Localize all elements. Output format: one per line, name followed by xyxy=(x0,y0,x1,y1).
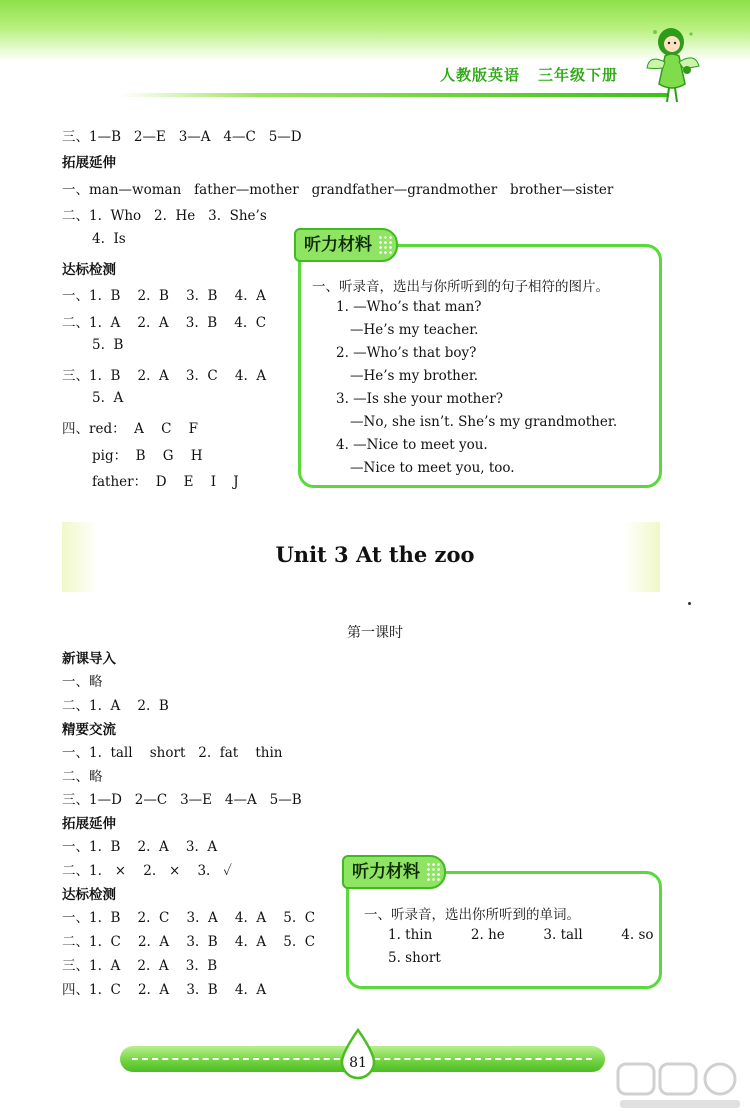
listening-line: —Nice to meet you, too. xyxy=(350,460,515,476)
answer-line: pig： B G H xyxy=(92,448,203,464)
header-rule xyxy=(120,93,668,97)
header-grade: 三年级下册 xyxy=(538,66,619,84)
answer-line: 5. A xyxy=(92,390,124,406)
listening-tab xyxy=(294,228,398,262)
dots-decoration-icon xyxy=(426,862,440,882)
answer-line: 四、red： A C F xyxy=(62,421,198,437)
answer-line: 二、略 xyxy=(62,769,103,785)
listening-line: 3. —Is she your mother? xyxy=(336,391,504,407)
listening-tab xyxy=(342,855,446,889)
answer-line: 三、1. A 2. A 3. B xyxy=(62,958,218,974)
stray-dot xyxy=(688,602,691,605)
answer-line: 二、1. C 2. A 3. B 4. A 5. C xyxy=(62,934,316,950)
answer-line: 一、man—woman father—mother grandfather—grandmother brother—sister xyxy=(62,182,614,198)
answer-line: 一、1. B 2. B 3. B 4. A xyxy=(62,288,266,304)
answer-line: father： D E I J xyxy=(92,474,239,490)
answer-line: 二、1. A 2. B xyxy=(62,698,169,714)
listening-tab-label: 听力材料 xyxy=(304,235,372,255)
listening-tab-label: 听力材料 xyxy=(352,862,420,882)
answer-line: 5. B xyxy=(92,337,124,353)
header-edition: 人教版英语 xyxy=(440,66,521,84)
unit-title: Unit 3 At the zoo xyxy=(275,542,475,567)
answer-line: 4. Is xyxy=(92,231,126,247)
listening-instruction: 一、听录音，选出你所听到的单词。 xyxy=(364,907,580,923)
listening-words: 1. thin 2. he 3. tall 4. so xyxy=(388,927,654,943)
listening-line: 4. —Nice to meet you. xyxy=(336,437,488,453)
listening-instruction: 一、听录音，选出与你所听到的句子相符的图片。 xyxy=(312,279,609,295)
page-number: 81 xyxy=(349,1055,367,1071)
answer-line: 二、1. A 2. A 3. B 4. C xyxy=(62,315,267,331)
section-heading: 新课导入 xyxy=(62,651,116,667)
watermark-logo-icon xyxy=(616,1060,746,1112)
answer-line: 四、1. C 2. A 3. B 4. A xyxy=(62,982,267,998)
listening-words: 5. short xyxy=(388,950,441,966)
answer-line: 一、1. tall short 2. fat thin xyxy=(62,745,283,761)
answer-line: 一、1. B 2. C 3. A 4. A 5. C xyxy=(62,910,316,926)
answer-line: 三、1. B 2. A 3. C 4. A xyxy=(62,368,267,384)
listening-line: —He’s my brother. xyxy=(350,368,479,384)
section-heading: 达标检测 xyxy=(62,887,116,903)
listening-line: 2. —Who’s that boy? xyxy=(336,345,477,361)
answer-line: 三、1—B 2—E 3—A 4—C 5—D xyxy=(62,129,302,145)
header-band xyxy=(0,0,750,62)
section-heading: 拓展延伸 xyxy=(62,155,116,171)
section-heading: 拓展延伸 xyxy=(62,816,116,832)
answer-line: 三、1—D 2—C 3—E 4—A 5—B xyxy=(62,792,302,808)
listening-line: —He’s my teacher. xyxy=(350,322,479,338)
header-title xyxy=(440,64,636,85)
page-number-drop-icon xyxy=(338,1028,378,1080)
section-heading: 达标检测 xyxy=(62,262,116,278)
section-heading: 精要交流 xyxy=(62,722,116,738)
answer-line: 二、1. × 2. × 3. ✓ xyxy=(62,863,232,879)
answer-line: 一、略 xyxy=(62,674,103,690)
lesson-title: 第一课时 xyxy=(347,625,403,641)
fairy-mascot-icon xyxy=(643,22,703,104)
answer-line: 一、1. B 2. A 3. A xyxy=(62,839,218,855)
dots-decoration-icon xyxy=(378,235,392,255)
listening-line: —No, she isn’t. She’s my grandmother. xyxy=(350,414,618,430)
answer-line: 二、1. Who 2. He 3. She’s xyxy=(62,208,267,224)
listening-line: 1. —Who’s that man? xyxy=(336,299,482,315)
